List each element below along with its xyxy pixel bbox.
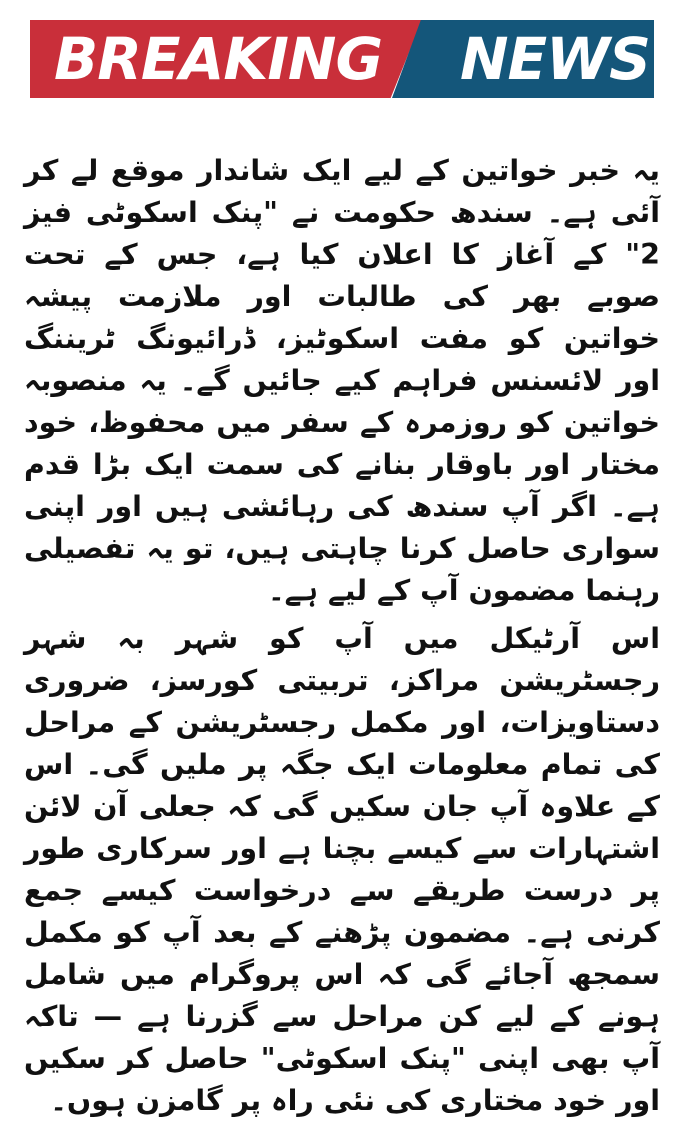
breaking-news-banner [30,20,654,98]
article-paragraph-2: اس آرٹیکل میں آپ کو شہر بہ شہر رجسٹریشن مراکز، تربیتی کورسز، ضروری دستاویزات، اور مکمل رجسٹریشن کے مراحل کی تمام معلومات ایک جگہ پر ملیں گی۔ اس کے علاوہ آپ جان سکیں گی کہ جعلی آن لائن اشتہارات سے کیسے بچنا ہے اور سرکاری طور پر درست طریقے سے درخواست کیسے جمع کرنی ہے۔ مضمون پڑھنے کے بعد آپ کو مکمل سمجھ آجائے گی کہ اس پروگرام میں شامل ہونے کے لیے کن مراحل سے گزرنا ہے — تاکہ آپ بھی اپنی "پنک اسکوٹی" حاصل کر سکیں اور خود مختاری کی نئی راہ پر گامزن ہوں۔ [24,622,660,1117]
article-paragraph-1: یہ خبر خواتین کے لیے ایک شاندار موقع لے کر آئی ہے۔ سندھ حکومت نے "پنک اسکوٹی فیز 2" کے آغاز کا اعلان کیا ہے، جس کے تحت صوبے بھر کی طالبات اور ملازمت پیشہ خواتین کو مفت اسکوٹیز، ڈرائیونگ ٹریننگ اور لائسنس فراہم کیے جائیں گے۔ یہ منصوبہ خواتین کو روزمرہ کے سفر میں محفوظ، خود مختار اور باوقار بنانے کی سمت ایک بڑا قدم ہے۔ اگر آپ سندھ کی رہائشی ہیں اور اپنی سواری حاصل کرنا چاہتی ہیں، تو یہ تفصیلی رہنما مضمون آپ کے لیے ہے۔ [24,154,660,607]
banner-word-breaking: BREAKING [54,25,383,93]
article-body [24,150,660,1117]
banner-word-news: NEWS [460,25,650,93]
